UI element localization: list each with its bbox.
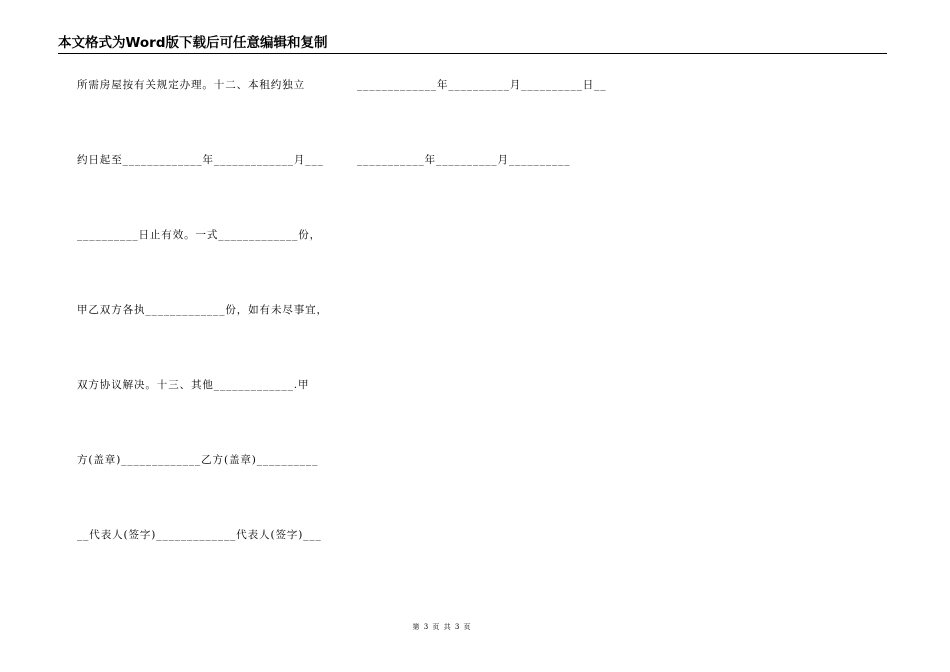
body-line-6: 方(盖章)_____________乙方(盖章)__________	[77, 454, 319, 466]
body-line-4: 甲乙双方各执_____________份，如有未尽事宜，	[77, 304, 328, 316]
body-line-1: 所需房屋按有关规定办理。十二、本租约独立	[77, 79, 305, 91]
body-line-2: 约日起至_____________年_____________月___	[77, 154, 324, 166]
document-header-title: 本文格式为Word版下载后可任意编辑和复制	[58, 35, 328, 51]
date-line-1: _____________年__________月__________日__	[357, 79, 607, 91]
date-line-2: ___________年__________月__________	[357, 154, 571, 166]
body-line-7: __代表人(签字)_____________代表人(签字)___	[77, 529, 322, 541]
page-number: 第 3 页 共 3 页	[412, 623, 472, 631]
body-line-3: __________日止有效。一式_____________份，	[77, 229, 322, 241]
header-divider	[58, 53, 887, 54]
body-line-5: 双方协议解决。十三、其他_____________.甲	[77, 379, 310, 391]
